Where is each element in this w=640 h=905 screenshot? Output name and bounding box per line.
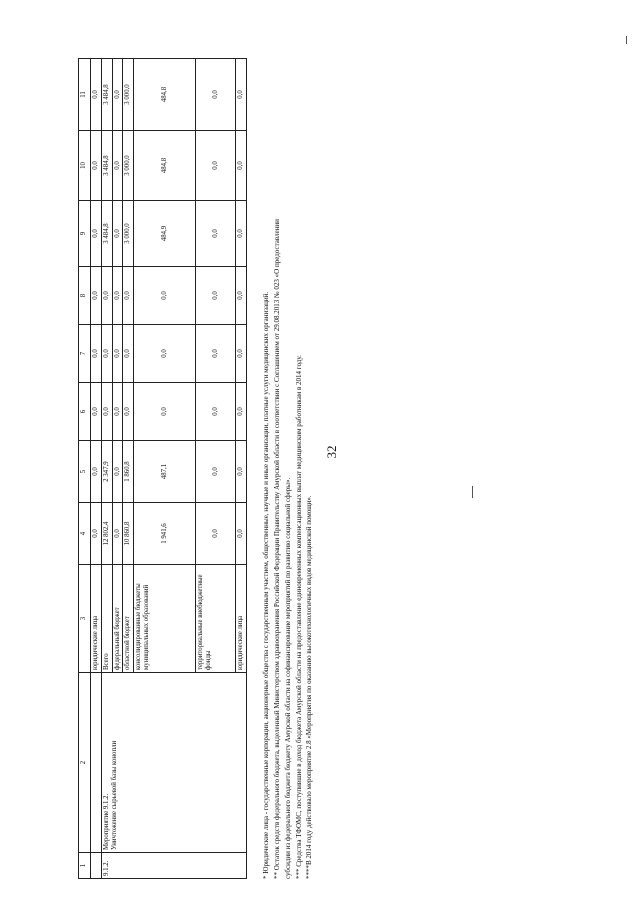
value-cell: 0,0: [196, 201, 236, 267]
value-cell: 0,0: [236, 59, 247, 131]
value-cell: 0,0: [196, 383, 236, 441]
table-row: [101, 59, 112, 879]
value-cell: 0,0: [236, 503, 247, 565]
value-cell: 0,0: [196, 325, 236, 383]
value-cell: 0,0: [236, 131, 247, 201]
header-cell: 3: [79, 565, 91, 673]
value-cell: 0,0: [112, 201, 123, 267]
footnote: ** Остаток средств федерального бюджета, выделенный Министерством здравоохранения Российской Федерации Правительству Амурской области в соответствии с Соглашением от 29.08.2013 № 023 «О предоставлении: [272, 219, 281, 879]
header-cell: 6: [79, 383, 91, 441]
header-cell: 4: [79, 503, 91, 565]
value-cell: 0,0: [101, 383, 112, 441]
value-cell: 3 000,0: [123, 201, 134, 267]
value-cell: 3 000,0: [123, 131, 134, 201]
value-cell: 0,0: [91, 325, 102, 383]
value-cell: 0,0: [236, 441, 247, 503]
value-cell: 0,0: [91, 59, 102, 131]
value-cell: 0,0: [101, 267, 112, 325]
value-cell: 0,0: [112, 441, 123, 503]
row-label: территориальные внебюджетные фонды: [196, 565, 236, 673]
header-cell: 8: [79, 267, 91, 325]
row-label: областной бюджет: [123, 565, 134, 673]
row-label: юридические лица: [236, 565, 247, 673]
event-description: Уничтожение сырьевой базы конопли: [110, 740, 118, 850]
value-cell: 0,0: [101, 325, 112, 383]
value-cell: 487,1: [134, 441, 196, 503]
value-cell: 1 941,6: [134, 503, 196, 565]
value-cell: 0,0: [112, 267, 123, 325]
value-cell: 0,0: [236, 325, 247, 383]
financing-table: [78, 58, 247, 879]
footnotes: [261, 29, 315, 879]
value-cell: 0,0: [91, 267, 102, 325]
row-label: консолидированные бюджеты муниципальных образований: [134, 565, 196, 673]
value-cell: 0,0: [91, 201, 102, 267]
header-cell: 7: [79, 325, 91, 383]
footnote: субсидии из федерального бюджета бюджету Амурской области на софинансирование мероприятий по развитию социальной сферы».: [283, 477, 292, 879]
scan-mark: [626, 36, 627, 44]
value-cell: 0,0: [91, 131, 102, 201]
value-cell: 0,0: [236, 201, 247, 267]
value-cell: 0,0: [91, 383, 102, 441]
header-cell: 10: [79, 131, 91, 201]
value-cell: 0,0: [236, 383, 247, 441]
value-cell: 0,0: [196, 131, 236, 201]
value-cell: 3 484,8: [101, 131, 112, 201]
value-cell: 0,0: [112, 131, 123, 201]
value-cell: 10 860,8: [123, 503, 134, 565]
header-row: [79, 59, 91, 879]
value-cell: 0,0: [134, 383, 196, 441]
header-cell: 9: [79, 201, 91, 267]
header-cell: 11: [79, 59, 91, 131]
value-cell: 0,0: [112, 503, 123, 565]
row-label: федеральный бюджет: [112, 565, 123, 673]
value-cell: 3 484,8: [101, 201, 112, 267]
document-body: [78, 29, 315, 879]
value-cell: 0,0: [112, 59, 123, 131]
page-number: 32: [324, 445, 339, 459]
value-cell: 0,0: [196, 267, 236, 325]
value-cell: 484,9: [134, 201, 196, 267]
value-cell: 0,0: [123, 383, 134, 441]
value-cell: 0,0: [112, 383, 123, 441]
value-cell: 2 347,9: [101, 441, 112, 503]
footnote: ****В 2014 году действовало мероприятие 2.8 «Мероприятия по оказанию высокотехнологичных видов медицинской помощи».: [305, 495, 314, 879]
value-cell: 0,0: [91, 441, 102, 503]
table-row: [91, 59, 102, 879]
value-cell: 12 802,4: [101, 503, 112, 565]
row-id: 9.1.2.: [101, 853, 246, 879]
header-cell: 5: [79, 441, 91, 503]
footnote: * Юридические лица - государственные корпорации, акционерные общества с государственным участием, общественные, научные и иные организации, платные услуги медицинских организаций.: [262, 291, 271, 879]
value-cell: 0,0: [134, 267, 196, 325]
value-cell: 0,0: [112, 325, 123, 383]
row-label: юридические лица: [91, 565, 102, 673]
value-cell: 0,0: [123, 267, 134, 325]
value-cell: 1 860,8: [123, 441, 134, 503]
value-cell: 0,0: [236, 267, 247, 325]
event-cell: [101, 673, 246, 853]
value-cell: 0,0: [91, 503, 102, 565]
header-cell: 1: [79, 853, 91, 879]
value-cell: 3 000,0: [123, 59, 134, 131]
value-cell: 3 484,8: [101, 59, 112, 131]
value-cell: 0,0: [196, 441, 236, 503]
event-title: Мероприятие 9.1.2.: [102, 793, 110, 850]
row-label: Всего: [101, 565, 112, 673]
value-cell: 0,0: [196, 503, 236, 565]
value-cell: 484,8: [134, 59, 196, 131]
scan-mark: [472, 486, 473, 498]
header-cell: 2: [79, 673, 91, 853]
footnote: *** Средства ТФОМС, поступившие в доход бюджета Амурской области на предоставление единовременных компенсационных выплат медицинским работникам в 2014 году.: [294, 355, 303, 879]
value-cell: 0,0: [134, 325, 196, 383]
value-cell: 0,0: [196, 59, 236, 131]
value-cell: 484,8: [134, 131, 196, 201]
value-cell: 0,0: [123, 325, 134, 383]
